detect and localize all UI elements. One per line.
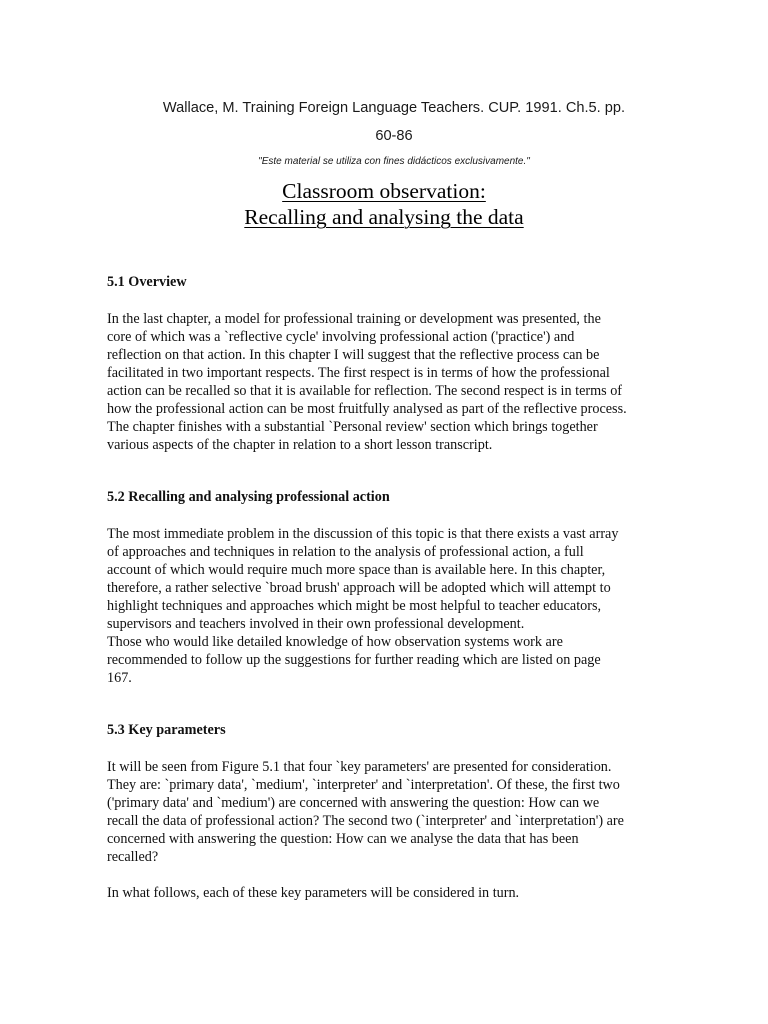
- text-line: In what follows, each of these key parameters will be considered in turn.: [107, 885, 520, 901]
- text-line: 167.: [107, 670, 132, 686]
- text-line: how the professional action can be most fruitfully analysed as part of the reflective process.: [107, 401, 627, 417]
- text-line: Those who would like detailed knowledge of how observation systems work are: [107, 634, 563, 650]
- text-line: of approaches and techniques in relation to the analysis of professional action, a full: [107, 544, 584, 560]
- text-line: therefore, a rather selective `broad brush' approach will be adopted which will attempt to: [107, 580, 611, 596]
- section-heading: 5.3 Key parameters: [107, 722, 226, 738]
- text-line: core of which was a `reflective cycle' involving professional action ('practice') and: [107, 329, 575, 345]
- text-line: highlight techniques and approaches which might be most helpful to teacher educators,: [107, 598, 602, 614]
- section-overview: [107, 273, 663, 454]
- citation-line-2: 60-86: [375, 128, 413, 144]
- chapter-title-line-1: Classroom observation:: [282, 179, 486, 203]
- text-line: They are: `primary data', `medium', `interpreter' and `interpretation'. Of these, the first two: [107, 777, 620, 793]
- text-line: account of which would require much more space than is available here. In this chapter,: [107, 562, 606, 578]
- text-line: action can be recalled so that it is available for reflection. The second respect is in terms of: [107, 383, 623, 399]
- chapter-body: [107, 273, 663, 902]
- chapter-title-line-2: Recalling and analysing the data: [244, 205, 524, 229]
- text-line: facilitated in two important respects. The first respect is in terms of how the professional: [107, 365, 610, 381]
- text-line: In the last chapter, a model for professional training or development was presented, the: [107, 311, 601, 327]
- text-line: The chapter finishes with a substantial `Personal review' section which brings together: [107, 419, 598, 435]
- text-line: reflection on that action. In this chapter I will suggest that the reflective process can be: [107, 347, 600, 363]
- section-recalling-analysing: [107, 488, 663, 687]
- disclaimer-note: "Este material se utiliza con fines didácticos exclusivamente.": [258, 156, 530, 167]
- text-line: concerned with answering the question: How can we analyse the data that has been: [107, 831, 579, 847]
- text-line: various aspects of the chapter in relation to a short lesson transcript.: [107, 437, 493, 453]
- text-line: It will be seen from Figure 5.1 that four `key parameters' are presented for consideration.: [107, 759, 612, 775]
- text-line: ('primary data' and `medium') are concerned with answering the question: How can we: [107, 795, 600, 811]
- section-key-parameters: [107, 721, 663, 902]
- paragraph: [107, 310, 663, 454]
- text-line: recall the data of professional action? The second two (`interpreter' and `interpretation') are: [107, 813, 624, 829]
- paragraph: [107, 758, 663, 866]
- section-heading: 5.1 Overview: [107, 274, 187, 290]
- paragraph: [107, 525, 663, 687]
- text-line: recalled?: [107, 849, 159, 865]
- text-line: supervisors and teachers involved in their own professional development.: [107, 616, 525, 632]
- chapter-title: [100, 178, 668, 230]
- text-line: recommended to follow up the suggestions for further reading which are listed on page: [107, 652, 601, 668]
- citation-line-1: Wallace, M. Training Foreign Language Teachers. CUP. 1991. Ch.5. pp.: [162, 100, 626, 116]
- paragraph: [107, 884, 663, 902]
- section-heading: 5.2 Recalling and analysing professional action: [107, 489, 390, 505]
- citation: [120, 94, 668, 150]
- text-line: The most immediate problem in the discussion of this topic is that there exists a vast array: [107, 526, 619, 542]
